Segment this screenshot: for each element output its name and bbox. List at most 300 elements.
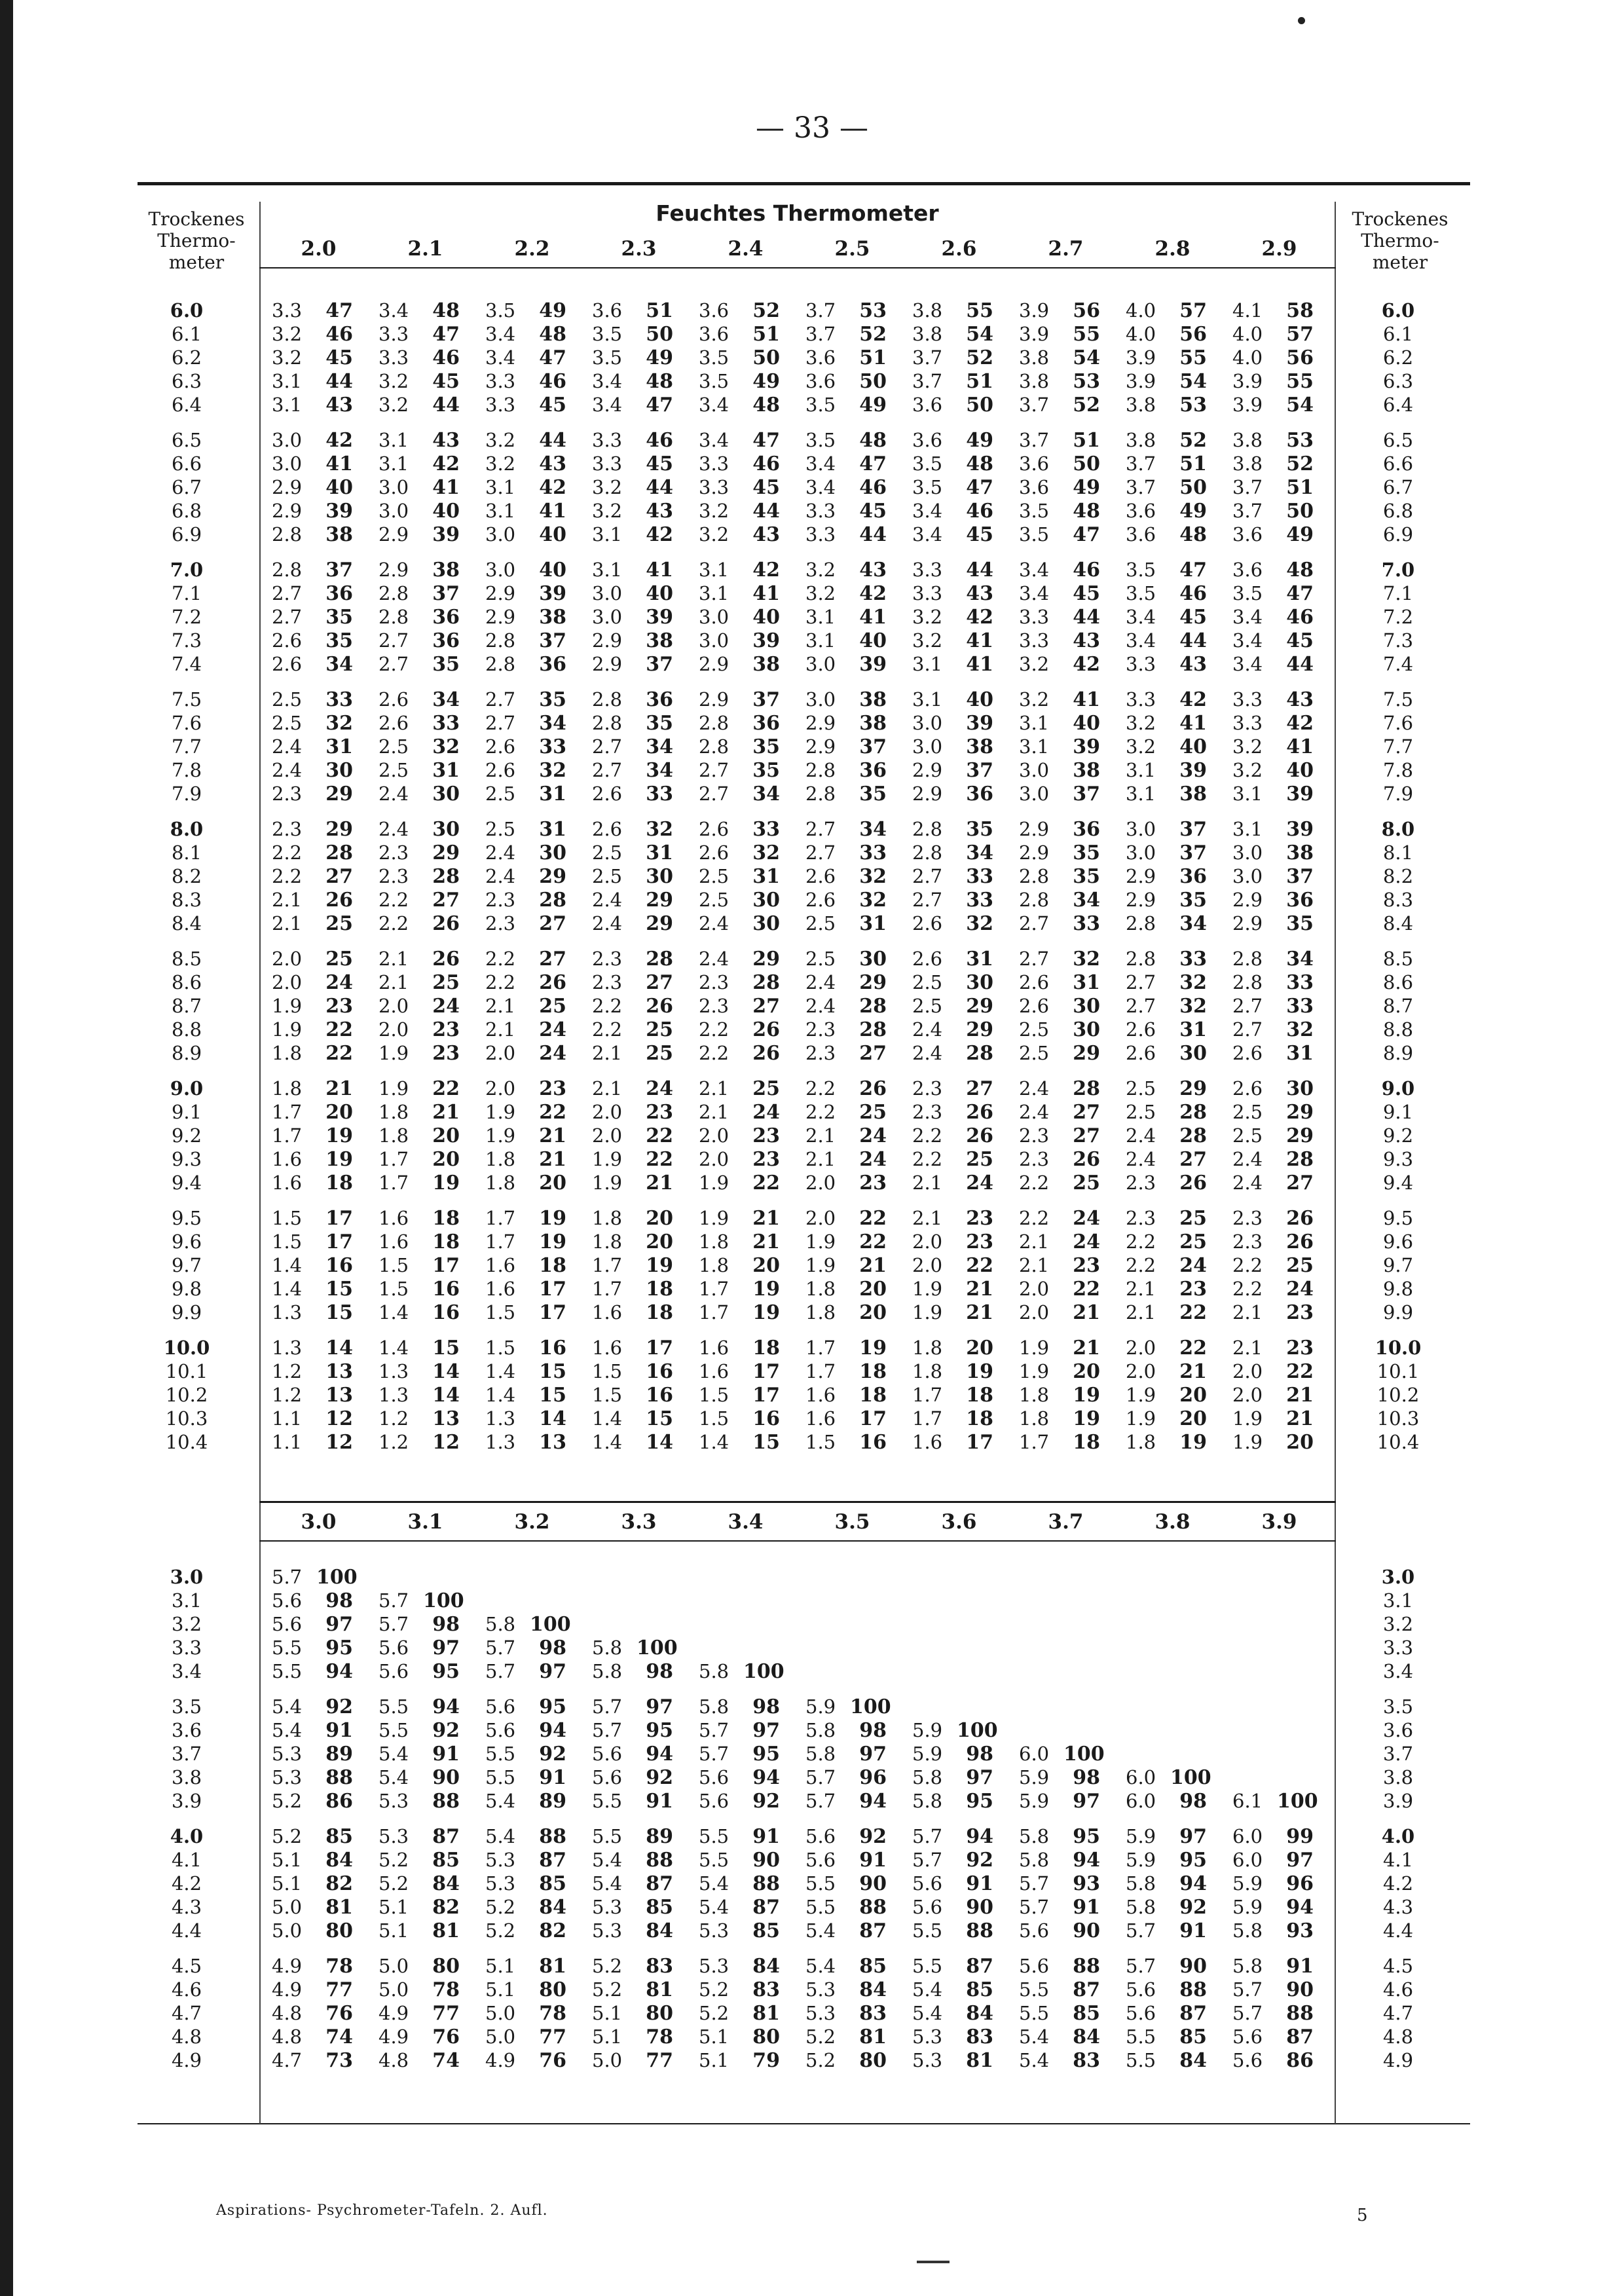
humidity-value: 22 [646,1148,673,1171]
humidity-value: 31 [1286,1042,1314,1065]
dew-point-value: 2.7 [1019,912,1050,935]
humidity-value: 25 [539,995,566,1018]
dew-point-value: 5.7 [592,1719,623,1741]
humidity-value: 25 [752,1077,780,1100]
data-cell [1126,582,1244,606]
data-cell [378,1824,496,1849]
humidity-value: 16 [859,1431,887,1454]
humidity-value: 19 [432,1172,460,1194]
wet-column-header: 3.0 [301,1510,337,1534]
dew-point-value: 3.6 [1126,523,1156,546]
dew-point-value: 2.9 [592,653,623,675]
dew-point-value: 2.0 [485,1042,516,1064]
data-cell [592,971,710,995]
dew-point-value: 5.4 [699,1896,729,1918]
dew-point-value: 5.8 [805,1743,836,1765]
data-cell [1019,1230,1137,1254]
data-cell [485,1824,603,1849]
dew-point-value: 5.9 [1232,1872,1263,1895]
dew-point-value: 2.1 [1232,1301,1263,1324]
dew-point-value: 2.4 [272,735,303,758]
dew-point-value: 2.3 [592,948,623,970]
humidity-value: 22 [1179,1337,1207,1360]
dew-point-value: 2.0 [699,1124,729,1147]
dew-point-value: 2.6 [699,842,729,864]
data-cell [592,688,710,712]
dew-point-value: 1.7 [805,1360,836,1382]
data-cell [1019,1383,1137,1407]
data-cell [272,1360,390,1384]
humidity-value: 95 [646,1719,673,1742]
dew-point-value: 1.7 [485,1207,516,1229]
dry-temp-right: 9.1 [1382,1101,1414,1123]
dew-point-value: 2.8 [1232,971,1263,993]
data-cell [485,2001,603,2026]
dew-point-value: 3.2 [378,370,409,392]
humidity-value: 36 [325,582,353,605]
dew-point-value: 2.6 [485,759,516,781]
dew-point-value: 5.7 [699,1719,729,1741]
humidity-value: 42 [966,606,993,629]
humidity-value: 36 [752,712,780,735]
data-cell [272,2048,390,2073]
data-cell [1126,629,1244,653]
humidity-value: 74 [325,2026,353,2048]
dew-point-value: 2.8 [699,735,729,758]
dew-point-value: 2.3 [1126,1172,1156,1194]
data-cell [592,322,710,346]
dew-point-value: 5.6 [699,1790,729,1812]
data-cell [805,1848,923,1872]
humidity-value: 83 [752,1978,780,2001]
data-cell [699,1407,817,1431]
data-cell [592,841,710,865]
dew-point-value: 5.4 [272,1719,303,1741]
humidity-value: 24 [1073,1207,1100,1230]
humidity-value: 45 [1179,606,1207,629]
dew-point-value: 2.2 [485,948,516,970]
humidity-value: 19 [646,1254,673,1277]
data-cell [592,369,710,394]
dry-temp-right: 7.9 [1382,783,1414,805]
humidity-value: 44 [539,429,566,452]
dew-point-value: 2.9 [378,523,409,546]
data-cell [1232,299,1350,323]
humidity-value: 39 [432,523,460,546]
dew-point-value: 1.3 [272,1337,303,1359]
dry-temp-left: 7.1 [171,582,202,604]
humidity-value: 48 [752,394,780,417]
dew-point-value: 5.1 [699,2049,729,2071]
humidity-value: 16 [432,1278,460,1301]
humidity-value: 91 [325,1719,353,1742]
humidity-value: 31 [859,912,887,935]
dew-point-value: 2.9 [272,500,303,522]
data-cell [592,652,710,676]
dew-point-value: 2.5 [272,712,303,734]
dew-point-value: 3.1 [1232,818,1263,840]
data-cell [485,994,603,1018]
dry-temp-left: 10.3 [165,1407,208,1430]
humidity-value: 54 [1286,394,1314,417]
humidity-value: 38 [539,606,566,629]
data-cell [485,1895,603,1919]
data-cell [1019,475,1137,500]
dew-point-value: 1.8 [699,1231,729,1253]
humidity-value: 25 [325,948,353,971]
table-row [138,605,1470,629]
humidity-value: 80 [752,2026,780,2048]
humidity-value: 94 [646,1743,673,1766]
humidity-value: 32 [966,912,993,935]
dew-point-value: 2.0 [272,948,303,970]
humidity-value: 87 [539,1849,566,1872]
data-cell [1126,1407,1244,1431]
data-cell [592,1277,710,1301]
dew-point-value: 1.6 [805,1384,836,1406]
wet-column-header: 2.3 [621,237,657,261]
data-cell [1019,1277,1137,1301]
data-cell [699,1848,817,1872]
dew-point-value: 5.9 [912,1719,943,1741]
dew-point-value: 1.5 [592,1360,623,1382]
dew-point-value: 2.4 [485,842,516,864]
data-cell [1126,558,1244,582]
dew-point-value: 2.5 [912,995,943,1017]
data-cell [272,1872,390,1896]
dew-point-value: 2.8 [1126,948,1156,970]
data-cell [1232,841,1350,865]
dew-point-value: 1.4 [592,1431,623,1453]
data-cell [699,1206,817,1231]
humidity-value: 20 [752,1254,780,1277]
dew-point-value: 1.5 [485,1301,516,1324]
humidity-value: 24 [1179,1254,1207,1277]
dry-temp-right: 8.8 [1382,1018,1414,1041]
data-cell [805,393,923,417]
dew-point-value: 2.7 [1126,995,1156,1017]
humidity-value: 94 [325,1660,353,1683]
scan-edge-shadow [0,0,13,2296]
table-row [138,475,1470,499]
dew-point-value: 1.6 [272,1172,303,1194]
dew-point-value: 2.2 [592,1018,623,1041]
humidity-value: 23 [1179,1278,1207,1301]
humidity-value: 22 [859,1207,887,1230]
humidity-value: 98 [752,1695,780,1718]
dew-point-value: 3.1 [1019,735,1050,758]
dew-point-value: 2.4 [592,912,623,935]
humidity-value: 45 [1286,629,1314,652]
dew-point-value: 1.7 [592,1254,623,1276]
humidity-value: 31 [539,818,566,841]
dew-point-value: 1.8 [485,1172,516,1194]
data-cell [1019,523,1137,547]
humidity-value: 30 [752,912,780,935]
dew-point-value: 3.4 [1126,606,1156,628]
data-cell [485,1360,603,1384]
dew-point-value: 1.8 [272,1042,303,1064]
humidity-value: 19 [1179,1431,1207,1454]
dew-point-value: 3.4 [378,299,409,322]
dew-point-value: 2.0 [1019,1301,1050,1324]
data-cell [1126,1041,1244,1065]
data-cell [1019,1171,1137,1195]
data-cell [272,1718,390,1743]
dew-point-value: 3.3 [1019,629,1050,652]
dew-point-value: 2.1 [485,1018,516,1041]
dew-point-value: 2.3 [805,1042,836,1064]
humidity-value: 84 [432,1872,460,1895]
data-cell [699,299,817,323]
humidity-value: 32 [432,735,460,758]
humidity-value: 26 [966,1101,993,1124]
dry-temp-right: 4.7 [1382,2002,1414,2024]
dew-point-value: 5.4 [1019,2049,1050,2071]
table-row [138,2025,1470,2048]
data-cell [378,558,496,582]
data-cell [1019,652,1137,676]
table-row [138,1565,1470,1589]
humidity-value: 94 [432,1695,460,1718]
humidity-value: 85 [432,1849,460,1872]
humidity-value: 85 [646,1896,673,1919]
data-cell [912,1124,1030,1148]
humidity-value: 46 [1073,559,1100,582]
dew-point-value: 2.0 [1019,1278,1050,1300]
data-cell [378,1978,496,2002]
data-cell [485,299,603,323]
humidity-value: 21 [646,1172,673,1194]
data-cell [805,1895,923,1919]
data-cell [1232,499,1350,523]
dew-point-value: 3.7 [1019,394,1050,416]
humidity-value: 13 [325,1384,353,1407]
dew-point-value: 5.7 [592,1695,623,1718]
humidity-value: 24 [966,1172,993,1194]
humidity-value: 87 [966,1955,993,1978]
dew-point-value: 2.2 [272,842,303,864]
data-cell [592,1407,710,1431]
dew-point-value: 1.7 [699,1278,729,1300]
table-row [138,582,1470,605]
humidity-value: 34 [752,783,780,805]
humidity-value: 53 [1073,370,1100,393]
dew-point-value: 2.1 [805,1124,836,1147]
dew-point-value: 5.8 [1232,1955,1263,1977]
dew-point-value: 3.2 [1019,688,1050,711]
humidity-value: 84 [325,1849,353,1872]
data-cell [378,1018,496,1042]
dew-point-value: 3.7 [1019,429,1050,451]
dew-point-value: 5.9 [1019,1766,1050,1788]
dew-point-value: 1.9 [1126,1407,1156,1430]
data-cell [912,1041,1030,1065]
dry-temp-left: 6.9 [171,523,202,546]
dew-point-value: 5.4 [699,1872,729,1895]
humidity-value: 35 [539,688,566,711]
data-cell [912,1718,1030,1743]
data-cell [485,2025,603,2049]
dew-point-value: 3.5 [805,429,836,451]
dew-point-value: 5.3 [485,1872,516,1895]
wet-column-header: 3.6 [941,1510,977,1534]
data-cell [805,711,923,735]
humidity-value: 50 [966,394,993,417]
dew-point-value: 5.7 [1019,1872,1050,1895]
data-cell [1232,605,1350,629]
dry-temp-right: 6.5 [1382,429,1414,451]
humidity-value: 32 [859,889,887,912]
humidity-value: 91 [1073,1896,1100,1919]
humidity-value: 17 [539,1301,566,1324]
dry-temp-left: 8.3 [171,889,202,911]
dew-point-value: 3.1 [272,370,303,392]
table-row [138,1872,1470,1895]
dew-point-value: 1.9 [272,995,303,1017]
humidity-value: 40 [325,476,353,499]
data-cell [1232,1978,1350,2002]
data-cell [1232,652,1350,676]
humidity-value: 32 [1073,948,1100,971]
humidity-value: 38 [1286,842,1314,864]
dew-point-value: 3.4 [699,394,729,416]
data-cell [485,1742,603,1766]
dew-point-value: 2.0 [378,1018,409,1041]
dew-point-value: 5.8 [592,1660,623,1682]
data-cell [805,1206,923,1231]
dew-point-value: 1.2 [272,1384,303,1406]
data-cell [1126,523,1244,547]
dew-point-value: 5.8 [699,1660,729,1682]
dew-point-value: 2.5 [378,759,409,781]
dry-temp-right: 4.0 [1381,1825,1415,1847]
humidity-value: 31 [432,759,460,782]
humidity-value: 41 [859,606,887,629]
humidity-value: 90 [1073,1919,1100,1942]
dew-point-value: 2.6 [485,735,516,758]
data-cell [592,817,710,842]
humidity-value: 77 [432,2002,460,2025]
dew-point-value: 5.1 [378,1919,409,1942]
dew-point-value: 3.4 [1232,653,1263,675]
data-cell [699,1872,817,1896]
dew-point-value: 5.6 [485,1719,516,1741]
dry-temp-left: 3.5 [171,1695,202,1718]
data-cell [1019,971,1137,995]
dew-point-value: 3.6 [592,299,623,322]
data-cell [805,299,923,323]
dew-point-value: 3.8 [1126,429,1156,451]
dry-temp-right: 9.2 [1382,1124,1414,1147]
humidity-value: 31 [325,735,353,758]
data-cell [485,1077,603,1101]
dew-point-value: 1.8 [805,1278,836,1300]
dew-point-value: 2.2 [1019,1172,1050,1194]
humidity-value: 57 [1179,299,1207,322]
table-row [138,912,1470,935]
data-cell [485,322,603,346]
data-cell [485,428,603,453]
humidity-value: 39 [1286,783,1314,805]
humidity-value: 24 [1286,1278,1314,1301]
dew-point-value: 2.0 [1232,1360,1263,1382]
dew-point-value: 4.8 [272,2026,303,2048]
humidity-value: 89 [539,1790,566,1813]
humidity-value: 47 [966,476,993,499]
dew-point-value: 5.1 [485,1978,516,2001]
data-cell [272,1407,390,1431]
dew-point-value: 3.0 [1232,842,1263,864]
humidity-value: 94 [859,1790,887,1813]
humidity-value: 27 [325,865,353,888]
dew-point-value: 2.5 [485,783,516,805]
dry-temp-left: 4.1 [171,1849,202,1871]
humidity-value: 42 [325,429,353,452]
data-cell [592,475,710,500]
dew-point-value: 5.6 [1019,1955,1050,1977]
dew-point-value: 5.5 [805,1872,836,1895]
humidity-value: 24 [859,1148,887,1171]
humidity-value: 50 [1073,453,1100,475]
dew-point-value: 3.8 [1232,453,1263,475]
humidity-value: 82 [432,1896,460,1919]
dew-point-value: 2.9 [485,606,516,628]
dry-temp-left: 4.0 [170,1825,204,1847]
dew-point-value: 2.7 [485,712,516,734]
humidity-value: 18 [432,1207,460,1230]
data-cell [485,346,603,370]
dry-temp-left: 6.0 [170,299,204,322]
data-cell [1232,817,1350,842]
data-cell [805,499,923,523]
dew-point-value: 3.3 [485,370,516,392]
data-cell [699,652,817,676]
data-cell [912,1171,1030,1195]
dew-point-value: 1.9 [1019,1337,1050,1359]
humidity-value: 36 [859,759,887,782]
data-cell [378,1659,496,1684]
data-cell [912,1407,1030,1431]
dew-point-value: 5.5 [485,1743,516,1765]
dew-point-value: 5.4 [912,1978,943,2001]
dew-point-value: 3.7 [1232,500,1263,522]
data-cell [805,971,923,995]
humidity-value: 12 [432,1431,460,1454]
data-cell [378,1954,496,1978]
data-cell [592,994,710,1018]
dew-point-value: 2.7 [912,865,943,887]
table-row [138,1171,1470,1194]
dew-point-value: 3.3 [485,394,516,416]
humidity-value: 45 [432,370,460,393]
humidity-value: 26 [859,1077,887,1100]
dew-point-value: 3.3 [805,523,836,546]
dry-temp-left: 9.0 [170,1077,204,1100]
dew-point-value: 3.3 [378,323,409,345]
humidity-value: 23 [646,1101,673,1124]
data-cell [805,1277,923,1301]
dew-point-value: 3.4 [912,500,943,522]
humidity-value: 95 [432,1660,460,1683]
humidity-value: 28 [1286,1148,1314,1171]
dew-point-value: 1.5 [699,1384,729,1406]
humidity-value: 41 [966,653,993,676]
dew-point-value: 3.2 [592,500,623,522]
wet-column-header: 2.1 [407,237,443,261]
data-cell [378,582,496,606]
dry-temp-right: 7.0 [1381,559,1415,581]
